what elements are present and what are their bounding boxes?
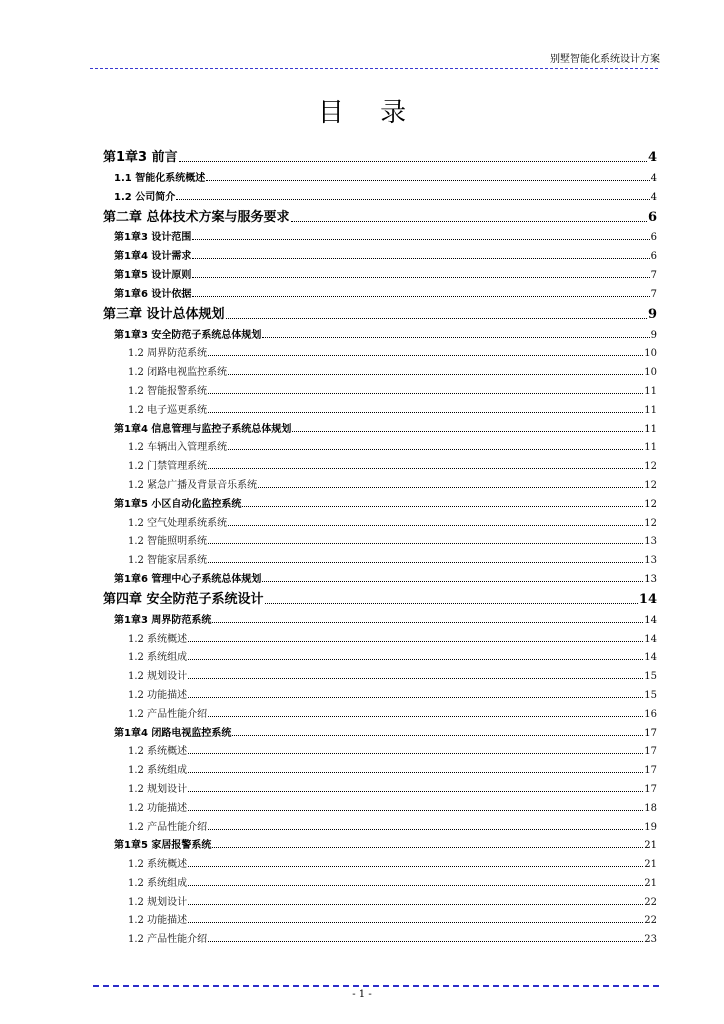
toc-entry-title: 第四章 安全防范子系统设计 (103, 591, 264, 607)
toc-leader-dots (188, 904, 643, 905)
toc-entry-title: 第1章6 管理中心子系统总体规划 (114, 573, 262, 585)
toc-entry-page: 23 (644, 934, 657, 946)
toc-leader-dots (192, 277, 649, 278)
toc-entry-page: 12 (644, 479, 657, 491)
toc-entry-page: 9 (647, 306, 657, 322)
toc-entry[interactable] (103, 851, 657, 870)
toc-entry-page: 6 (647, 209, 657, 225)
toc-entry-title: 1.2 紧急广播及背景音乐系统 (128, 479, 258, 491)
toc-entry-page: 11 (644, 423, 657, 435)
toc-entry-title: 1.2 周界防范系统 (128, 348, 208, 360)
toc-entry[interactable] (103, 435, 657, 454)
toc-entry-page: 15 (644, 689, 657, 701)
toc-entry[interactable] (103, 701, 657, 720)
footer-divider (93, 985, 659, 987)
toc-leader-dots (228, 525, 643, 526)
toc-entry-title: 1.2 规划设计 (128, 896, 188, 908)
toc-entry-title: 第二章 总体技术方案与服务要求 (103, 209, 290, 225)
toc-leader-dots (188, 753, 643, 754)
toc-leader-dots (188, 791, 643, 792)
toc-entry-title: 1.1 智能化系统概述 (114, 172, 206, 184)
toc-entry-title: 1.2 产品性能介绍 (128, 708, 208, 720)
toc-entry-title: 1.2 系统概述 (128, 633, 188, 645)
toc-entry[interactable] (103, 566, 657, 585)
toc-leader-dots (265, 603, 638, 604)
toc-entry-title: 1.2 规划设计 (128, 671, 188, 683)
toc-entry-page: 13 (644, 573, 657, 585)
toc-entry-page: 6 (650, 251, 657, 263)
toc-entry-page: 11 (644, 442, 657, 454)
toc-entry[interactable] (103, 243, 657, 262)
toc-entry-title: 第1章4 信息管理与监控子系统总体规划 (114, 423, 292, 435)
toc-leader-dots (208, 393, 643, 394)
toc-entry-page: 17 (644, 783, 657, 795)
toc-entry-title: 1.2 闭路电视监控系统 (128, 367, 228, 379)
toc-entry[interactable] (103, 453, 657, 472)
toc-entry[interactable] (103, 529, 657, 548)
toc-leader-dots (206, 180, 649, 181)
toc-entry-page: 21 (644, 840, 657, 852)
toc-entry[interactable] (103, 645, 657, 664)
toc-entry-title: 1.2 智能报警系统 (128, 385, 208, 397)
toc-leader-dots (208, 543, 643, 544)
toc-leader-dots (292, 431, 643, 432)
toc-entry[interactable] (103, 626, 657, 645)
toc-entry-page: 14 (644, 652, 657, 664)
toc-entry-page: 18 (644, 802, 657, 814)
toc-entry-page: 14 (644, 614, 657, 626)
toc-entry[interactable] (103, 607, 657, 626)
toc-entry[interactable] (103, 663, 657, 682)
page-number: - 1 - (352, 989, 372, 1000)
toc-entry-page: 11 (644, 404, 657, 416)
toc-entry-title: 1.2 系统概述 (128, 859, 188, 871)
toc-leader-dots (188, 772, 643, 773)
toc-entry-title: 1.2 系统组成 (128, 652, 188, 664)
toc-entry-page: 14 (644, 633, 657, 645)
toc-entry-title: 1.2 产品性能介绍 (128, 821, 208, 833)
toc-entry[interactable] (103, 908, 657, 927)
toc-leader-dots (208, 716, 643, 717)
toc-leader-dots (291, 221, 647, 222)
toc-entry[interactable] (103, 322, 657, 341)
toc-entry-page: 11 (644, 385, 657, 397)
toc-entry-page: 7 (650, 288, 657, 300)
toc-entry[interactable] (103, 870, 657, 889)
toc-entry-page: 16 (644, 708, 657, 720)
toc-leader-dots (208, 412, 643, 413)
toc-entry-page: 17 (644, 746, 657, 758)
table-of-contents (103, 143, 657, 945)
toc-leader-dots (212, 847, 643, 848)
toc-leader-dots (262, 581, 643, 582)
toc-entry[interactable] (103, 281, 657, 300)
toc-entry[interactable] (103, 547, 657, 566)
toc-leader-dots (188, 641, 643, 642)
toc-entry-title: 1.2 规划设计 (128, 783, 188, 795)
toc-entry[interactable] (103, 378, 657, 397)
toc-entry-page: 22 (644, 896, 657, 908)
toc-entry-title: 第1章3 安全防范子系统总体规划 (114, 329, 262, 341)
toc-entry[interactable] (103, 165, 657, 184)
toc-entry[interactable] (103, 739, 657, 758)
toc-leader-dots (262, 337, 649, 338)
toc-leader-dots (258, 487, 643, 488)
toc-leader-dots (208, 468, 643, 469)
toc-entry-page: 10 (644, 367, 657, 379)
toc-leader-dots (208, 562, 643, 563)
toc-entry[interactable] (103, 833, 657, 852)
toc-entry-title: 第1章4 设计需求 (114, 251, 192, 263)
toc-entry-title: 第三章 设计总体规划 (103, 306, 225, 322)
toc-entry[interactable] (103, 341, 657, 360)
toc-entry-title: 第1章5 家居报警系统 (114, 840, 212, 852)
toc-entry[interactable] (103, 184, 657, 203)
toc-leader-dots (242, 506, 643, 507)
toc-leader-dots (226, 318, 647, 319)
toc-leader-dots (188, 866, 643, 867)
toc-entry[interactable] (103, 585, 657, 607)
toc-entry-title: 1.2 电子巡更系统 (128, 404, 208, 416)
toc-entry-page: 12 (644, 517, 657, 529)
toc-entry-title: 第1章5 小区自动化监控系统 (114, 498, 242, 510)
toc-entry-page: 6 (650, 232, 657, 244)
toc-entry[interactable] (103, 757, 657, 776)
toc-leader-dots (188, 885, 643, 886)
toc-entry-title: 1.2 空气处理系统系统 (128, 517, 228, 529)
toc-entry-title: 第1章6 设计依据 (114, 288, 192, 300)
toc-entry-page: 9 (650, 329, 657, 341)
toc-entry[interactable] (103, 397, 657, 416)
page-title: 目 录 (317, 98, 421, 128)
toc-entry-page: 7 (650, 269, 657, 281)
toc-entry[interactable] (103, 203, 657, 225)
toc-entry[interactable] (103, 472, 657, 491)
toc-entry-title: 1.2 系统概述 (128, 746, 188, 758)
toc-entry[interactable] (103, 776, 657, 795)
toc-entry-page: 13 (644, 536, 657, 548)
toc-entry[interactable] (103, 300, 657, 322)
toc-entry-title: 1.2 系统组成 (128, 765, 188, 777)
toc-entry[interactable] (103, 416, 657, 435)
toc-leader-dots (188, 810, 643, 811)
toc-leader-dots (228, 374, 643, 375)
toc-entry-page: 4 (650, 172, 657, 184)
toc-leader-dots (188, 697, 643, 698)
toc-entry-title: 1.2 功能描述 (128, 689, 188, 701)
toc-leader-dots (176, 199, 649, 200)
toc-entry[interactable] (103, 720, 657, 739)
toc-entry-page: 4 (650, 191, 657, 203)
toc-entry-title: 第1章3 周界防范系统 (114, 614, 212, 626)
toc-leader-dots (179, 161, 647, 162)
toc-leader-dots (228, 449, 643, 450)
toc-leader-dots (212, 622, 643, 623)
toc-entry-page: 14 (638, 591, 657, 607)
toc-entry-title: 1.2 功能描述 (128, 802, 188, 814)
toc-leader-dots (208, 829, 643, 830)
toc-entry-title: 1.2 门禁管理系统 (128, 461, 208, 473)
toc-entry-title: 第1章3 前言 (103, 150, 178, 165)
toc-entry-title: 1.2 公司简介 (114, 191, 176, 203)
toc-entry[interactable] (103, 225, 657, 244)
toc-entry-title: 1.2 智能照明系统 (128, 536, 208, 548)
toc-leader-dots (188, 922, 643, 923)
toc-entry[interactable] (103, 143, 657, 165)
toc-entry-page: 17 (644, 765, 657, 777)
toc-leader-dots (192, 239, 649, 240)
toc-entry-title: 第1章5 设计原则 (114, 269, 192, 281)
toc-entry[interactable] (103, 491, 657, 510)
toc-leader-dots (188, 659, 643, 660)
toc-leader-dots (208, 355, 643, 356)
toc-leader-dots (208, 941, 643, 942)
toc-entry-page: 22 (644, 915, 657, 927)
toc-entry-page: 13 (644, 555, 657, 567)
toc-entry-title: 第1章3 设计范围 (114, 232, 192, 244)
toc-leader-dots (232, 735, 643, 736)
running-header: 别墅智能化系统设计方案 (550, 54, 660, 65)
toc-entry-page: 19 (644, 821, 657, 833)
toc-entry[interactable] (103, 814, 657, 833)
toc-entry-page: 12 (644, 498, 657, 510)
toc-entry-title: 1.2 车辆出入管理系统 (128, 442, 228, 454)
toc-entry[interactable] (103, 795, 657, 814)
toc-leader-dots (192, 258, 649, 259)
toc-entry[interactable] (103, 682, 657, 701)
toc-entry-page: 15 (644, 671, 657, 683)
toc-entry-page: 21 (644, 859, 657, 871)
toc-entry-title: 1.2 系统组成 (128, 877, 188, 889)
header-divider (90, 68, 658, 69)
toc-entry-page: 21 (644, 877, 657, 889)
toc-entry-title: 1.2 产品性能介绍 (128, 934, 208, 946)
toc-entry[interactable] (103, 510, 657, 529)
toc-leader-dots (192, 296, 649, 297)
toc-entry-title: 第1章4 闭路电视监控系统 (114, 727, 232, 739)
toc-entry-page: 17 (644, 727, 657, 739)
toc-entry-page: 12 (644, 461, 657, 473)
toc-entry-page: 4 (647, 150, 657, 165)
toc-entry-title: 1.2 智能家居系统 (128, 555, 208, 567)
toc-entry-title: 1.2 功能描述 (128, 915, 188, 927)
toc-entry[interactable] (103, 926, 657, 945)
toc-entry[interactable] (103, 262, 657, 281)
toc-entry[interactable] (103, 359, 657, 378)
toc-leader-dots (188, 678, 643, 679)
toc-entry-page: 10 (644, 348, 657, 360)
toc-entry[interactable] (103, 889, 657, 908)
